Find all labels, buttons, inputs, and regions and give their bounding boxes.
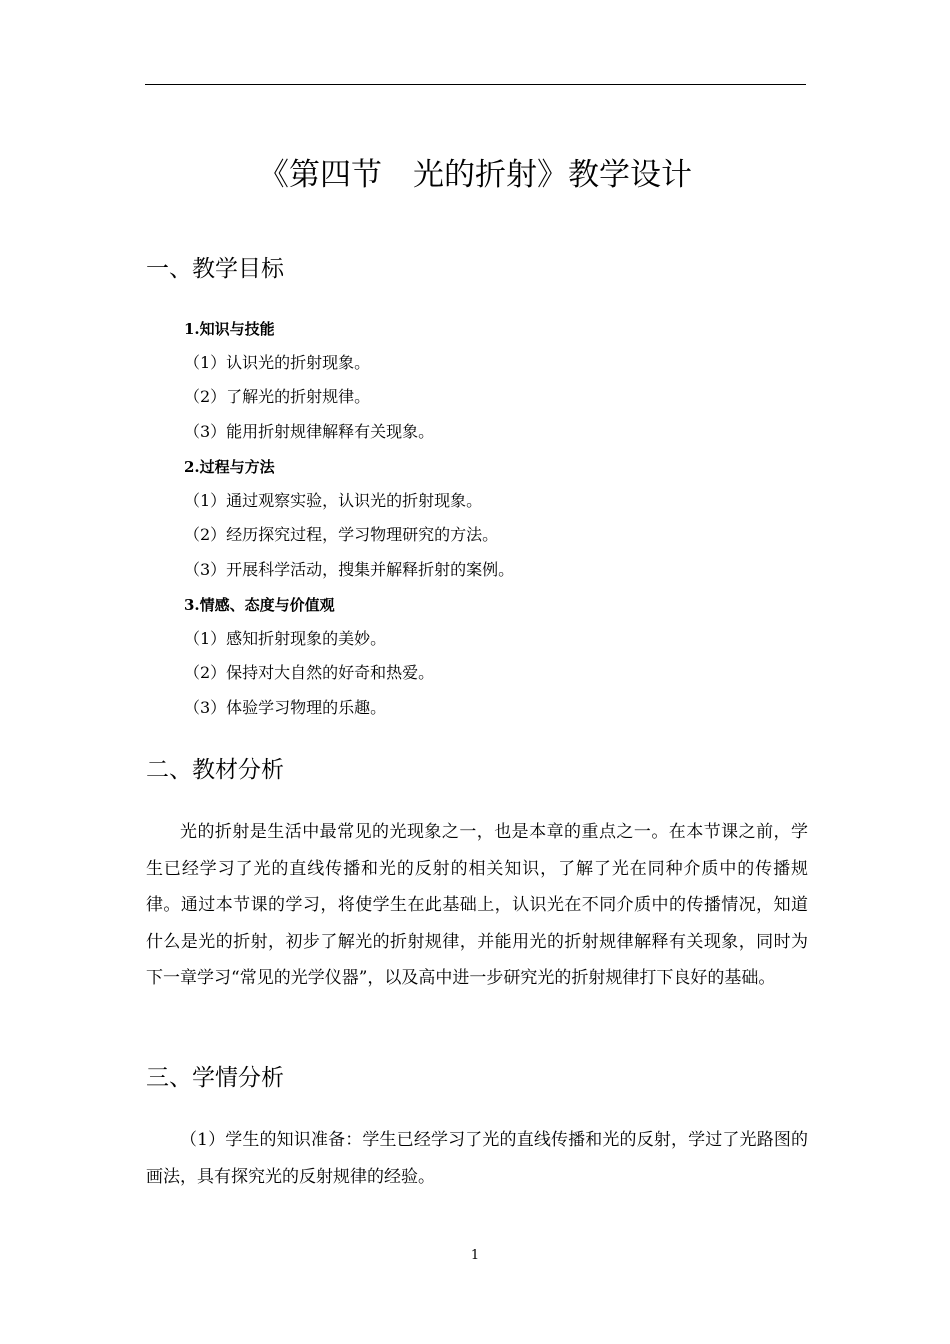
list-item: （2）保持对大自然的好奇和热爱。 — [184, 663, 435, 682]
section-heading-teaching-objectives: 一、教学目标 — [146, 256, 284, 282]
list-item: （1）通过观察实验，认识光的折射现象。 — [184, 491, 483, 510]
section-heading-textbook-analysis: 二、教材分析 — [146, 757, 284, 783]
list-item: （3）开展科学活动，搜集并解释折射的案例。 — [184, 560, 515, 579]
page-number: 1 — [470, 1248, 480, 1263]
list-item: （3）体验学习物理的乐趣。 — [184, 698, 387, 717]
header-rule — [145, 84, 806, 85]
subhead-attitudes-values: 3.情感、态度与价值观 — [184, 596, 335, 614]
list-item: （1）认识光的折射现象。 — [184, 353, 371, 372]
paragraph-textbook-analysis: 光的折射是生活中最常见的光现象之一，也是本章的重点之一。在本节课之前，学生已经学习了光的直线传播和光的反射的相关知识，了解了光在同种介质中的传播规律。通过本节课的学习，将使学生在此基础上，认识光在不同介质中的传播情况，知道什么是光的折射，初步了解光的折射规律，并能用光的折射规律解释有关现象，同时为下一章学习“常见的光学仪器”，以及高中进一步研究光的折射规律打下良好的基础。 — [146, 822, 808, 988]
list-item: （1）感知折射现象的美妙。 — [184, 629, 387, 648]
list-item: （2）了解光的折射规律。 — [184, 387, 371, 406]
list-item: （2）经历探究过程，学习物理研究的方法。 — [184, 525, 499, 544]
subhead-knowledge-skills: 1.知识与技能 — [184, 320, 275, 338]
section-heading-student-analysis: 三、学情分析 — [146, 1065, 284, 1091]
document-title: 《第四节 光的折射》教学设计 — [258, 157, 692, 193]
paragraph-student-analysis: （1）学生的知识准备：学生已经学习了光的直线传播和光的反射，学过了光路图的画法，具有探究光的反射规律的经验。 — [146, 1130, 808, 1187]
list-item: （3）能用折射规律解释有关现象。 — [184, 422, 435, 441]
subhead-process-methods: 2.过程与方法 — [184, 458, 275, 476]
